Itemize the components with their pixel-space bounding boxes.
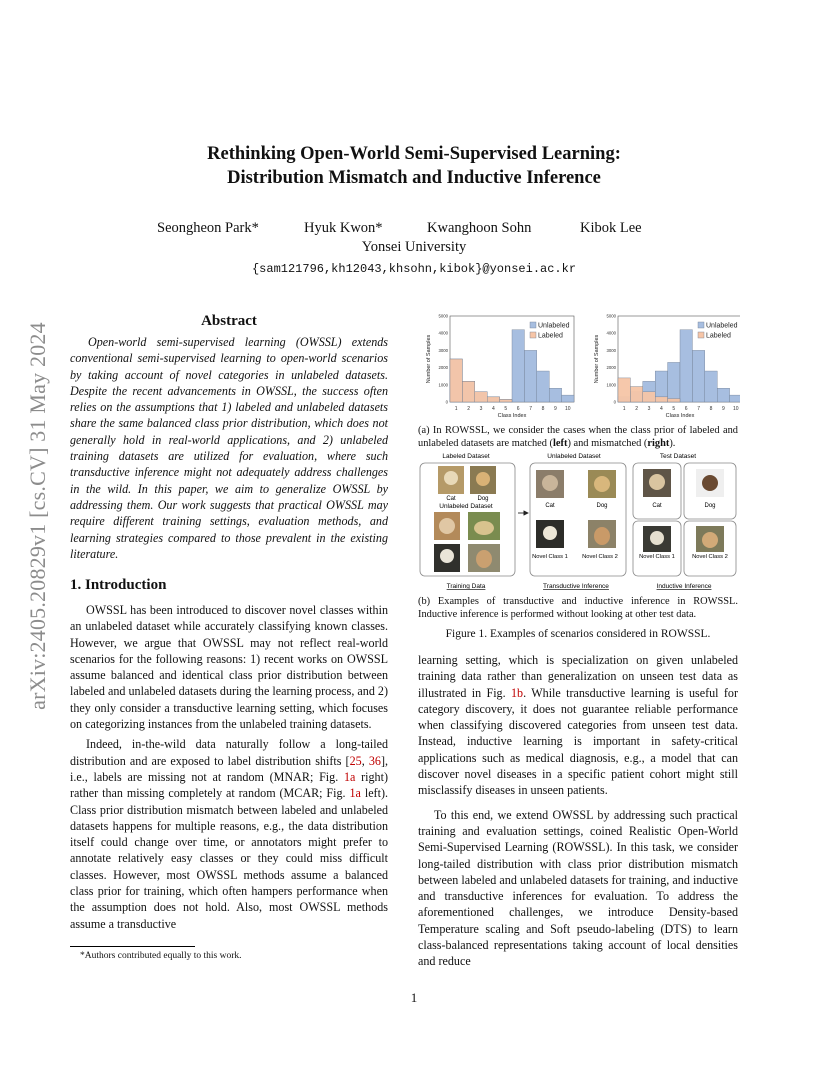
arxiv-stamp: arXiv:2405.20829v1 [cs.CV] 31 May 2024 [25, 322, 50, 710]
bar-unlabeled [512, 330, 524, 402]
legend-label: Unlabeled [706, 322, 738, 330]
text-run: left [553, 438, 568, 449]
x-tick-label: 1 [454, 406, 458, 412]
figure-1a-charts [418, 308, 740, 420]
text-run: ) and mismatched ( [567, 438, 648, 449]
bar-unlabeled [524, 350, 536, 402]
legend-swatch [530, 332, 536, 338]
x-tick-label: 9 [554, 406, 557, 412]
text-run: (a) In ROWSSL, we consider the cases when the class prior of labeled and unlabeled datasets are matched ( [418, 425, 738, 449]
citation-link[interactable]: 25 [349, 753, 362, 768]
left-column [70, 602, 388, 936]
text-run: ], i.e., labels are missing not at random (MNAR; Fig. [70, 753, 388, 784]
text-run: Indeed, in-the-wild data naturally follow a long-tailed distribution and are exposed to label distribution shifts [ [70, 737, 388, 768]
paper-title-line1: Rethinking Open-World Semi-Supervised Learning: [207, 144, 621, 164]
x-tick-label: 5 [504, 406, 508, 412]
x-tick-label: 8 [541, 406, 545, 412]
chart-left [426, 314, 574, 420]
text-run: right [647, 438, 670, 449]
affiliation: Yonsei University [361, 239, 467, 255]
bar-unlabeled [668, 362, 680, 402]
x-tick-label: 8 [709, 406, 713, 412]
y-axis-label: Number of Samples [426, 334, 432, 384]
label-labeled-dataset: Labeled Dataset [442, 453, 490, 460]
text-run: left). Class prior distribution mismatch between labeled and unlabeled datasets happens for multiple reasons, e.g., the data distribution itself could change over time, or annotators might prefer to annotate relatively easy classes or they could miss difficult classes. However, most OWSSL methods assume a balanced class prior for training, which often hampers performance when the assumption does not hold. Also, most OWSSL methods assume a transductive [70, 786, 388, 931]
y-tick-label: 0 [613, 399, 616, 405]
abstract-text: Open-world semi-supervised learning (OWSSL) extends conventional semi-supervised learning to open-world scenarios by taking account of novel categories in unlabeled datasets. Despite the recent advancements in OWSSL, the success often relies on the assumptions that 1) labeled and unlabeled datasets share the same balanced class prior distribution, which does not generally hold in real-world applications, and 2) unlabeled training datasets are utilized for evaluation, where such transductive inference might not adequately address challenges in the wild. In this paper, we aim to generalize OWSSL by addressing them. Our work suggests that practical OWSSL may require different training settings, evaluation methods, and learning strategies compared to those prevalent in the existing literature. [70, 335, 388, 561]
legend-label: Labeled [706, 332, 731, 340]
legend-swatch [698, 322, 704, 328]
legend-swatch [698, 332, 704, 338]
bar-labeled [500, 399, 512, 402]
author-emails: {sam121796,kh12043,khsohn,kibok}@yonsei.ac.kr [251, 262, 577, 276]
y-tick-label: 0 [445, 399, 448, 405]
intro-heading: 1. Introduction [70, 577, 167, 593]
figure-1b-diagram [418, 450, 740, 592]
label-dog: Dog [596, 503, 608, 509]
right-paragraph-1 [418, 652, 738, 799]
chart-right [594, 314, 740, 420]
author-4: Kibok Lee [580, 220, 642, 236]
x-tick-label: 9 [722, 406, 725, 412]
label-dog: Dog [477, 496, 489, 502]
label-unlabeled-dataset-top: Unlabeled Dataset [547, 453, 601, 460]
bar-unlabeled [692, 350, 704, 402]
y-tick-label: 3000 [438, 347, 448, 353]
figure-link[interactable]: 1a [343, 769, 356, 784]
y-tick-label: 3000 [606, 347, 616, 353]
label-dog: Dog [704, 503, 716, 509]
x-tick-label: 10 [733, 406, 739, 412]
abstract-heading: Abstract [201, 313, 257, 329]
page-number: 1 [410, 990, 418, 1005]
figure-caption: Figure 1. Examples of scenarios considered in ROWSSL. [445, 628, 711, 640]
x-axis-label: Class Index [497, 413, 527, 419]
right-paragraph-2: To this end, we extend OWSSL by addressing such practical training and evaluation settings, coined Realistic Open-World Semi-Supervised Learning (ROWSSL). In this task, we consider long-tailed distribution with class prior distribution mismatch between labeled and unlabeled datasets for training, and inductive and transductive inferences for evaluation. To address the aforementioned challenges, we introduce Density-based Temperature scaling and Soft pseudo-labeling (DTS) to learn class-balanced representations taking account of local densities and reduce [418, 807, 738, 969]
x-tick-label: 2 [467, 406, 470, 412]
text-run: right) rather than missing completely at random (MCAR; Fig. [70, 769, 388, 801]
label-novel-class-2: Novel Class 2 [692, 554, 728, 560]
citation-link[interactable]: 36 [368, 753, 381, 768]
legend-label: Labeled [538, 332, 563, 340]
x-tick-label: 3 [647, 406, 651, 412]
author-3: Kwanghoon Sohn [427, 220, 532, 236]
bar-labeled [618, 378, 630, 402]
bar-labeled [630, 387, 642, 402]
label-inductive-inference: Inductive Inference [656, 583, 712, 590]
label-training-data: Training Data [446, 583, 486, 590]
bar-labeled [450, 359, 462, 402]
x-tick-label: 5 [672, 406, 676, 412]
bar-unlabeled [717, 388, 729, 402]
figure-link[interactable]: 1b [510, 685, 524, 700]
bar-labeled [462, 381, 474, 402]
bar-unlabeled [730, 395, 740, 402]
y-tick-label: 5000 [606, 313, 616, 319]
y-axis-label: Number of Samples [594, 334, 600, 384]
x-axis-label: Class Index [665, 413, 695, 419]
caption-1a [418, 424, 738, 450]
x-tick-label: 6 [684, 406, 688, 412]
x-tick-label: 2 [635, 406, 638, 412]
label-cat: Cat [446, 496, 456, 502]
bar-labeled [487, 397, 499, 402]
bar-labeled [668, 399, 680, 402]
y-tick-label: 4000 [438, 330, 448, 336]
y-tick-label: 1000 [606, 382, 616, 388]
legend-label: Unlabeled [538, 322, 570, 330]
bar-unlabeled [562, 395, 574, 402]
footnote: *Authors contributed equally to this work. [80, 951, 242, 961]
figure-link[interactable]: 1a [349, 786, 361, 801]
text-run: learning setting, which is specialization on given unlabeled training data rather than generalization on unseen test data as illustrated in Fig. [418, 653, 738, 700]
bar-labeled [643, 392, 655, 402]
bar-labeled [655, 397, 667, 402]
text-run: . While transductive learning is useful for category discovery, it does not guarantee reliable performance when classifying discovered categories from unseen test data. Instead, inductive learning is important in safety-critical applications such as medical diagnosis, e.g., a model that can discover novel diseases in a specific patient cohort might still misclassify diseases in unseen patients. [418, 685, 738, 798]
y-tick-label: 4000 [606, 330, 616, 336]
intro-paragraph-2: Indeed, in-the-wild data naturally follow a long-tailed distribution and are exposed to label distribution shifts [25, 36], i.e., labels are missing not at random (MNAR; Fig. 1a right) rather than missing completely at random (MCAR; Fig. 1a left). Class prior distribution mismatch between labeled and unlabeled datasets happens for multiple reasons, e.g., the data distribution itself could change over time, or annotators might prefer to annotate relatively easy classes or they could miss difficult classes. However, most OWSSL methods assume a balanced class prior for training, which often hampers performance when the assumption does not hold. Also, most OWSSL methods assume a transductive [70, 737, 388, 931]
label-transductive-inference: Transductive Inference [543, 583, 609, 590]
caption-1b: (b) Examples of transductive and inductive inference in ROWSSL. Inductive inference is performed without looking at other test data. [418, 596, 738, 620]
bar-labeled [475, 392, 487, 402]
right-column [418, 652, 738, 974]
label-test-dataset: Test Dataset [659, 453, 697, 460]
intro-paragraph-1: OWSSL has been introduced to discover novel classes within an unlabeled dataset while accurately classifying known classes. However, we argue that OWSSL may not reflect real-world scenarios for the following reasons: 1) recent works on OWSSL assume balanced and identical class prior distribution between labeled and unlabeled datasets during the learning process, and 2) they only consider a transductive learning setting, which focuses on categorizing instances from the unlabeled training datasets. [70, 603, 388, 732]
x-tick-label: 7 [529, 406, 532, 412]
x-tick-label: 1 [622, 406, 626, 412]
x-tick-label: 3 [479, 406, 483, 412]
x-tick-label: 4 [492, 406, 495, 412]
bar-unlabeled [705, 371, 717, 402]
label-cat: Cat [545, 503, 555, 509]
bar-unlabeled [537, 371, 549, 402]
label-novel-class-2: Novel Class 2 [582, 554, 618, 560]
label-cat: Cat [652, 503, 662, 509]
label-unlabeled-dataset-left: Unlabeled Dataset [439, 503, 493, 510]
y-tick-label: 5000 [438, 313, 448, 319]
bar-unlabeled [549, 388, 561, 402]
author-1: Seongheon Park* [157, 220, 259, 236]
label-novel-class-1: Novel Class 1 [639, 554, 675, 560]
paper-title-line2: Distribution Mismatch and Inductive Inference [227, 168, 601, 188]
label-novel-class-1: Novel Class 1 [532, 554, 568, 560]
y-tick-label: 1000 [438, 382, 448, 388]
footnote-rule [70, 946, 195, 947]
y-tick-label: 2000 [606, 365, 616, 371]
x-tick-label: 10 [565, 406, 571, 412]
x-tick-label: 7 [697, 406, 700, 412]
text-run: ). [669, 438, 676, 449]
bar-unlabeled [680, 330, 692, 402]
legend-swatch [530, 322, 536, 328]
y-tick-label: 2000 [438, 365, 448, 371]
author-2: Hyuk Kwon* [304, 220, 383, 236]
abstract-body [70, 334, 388, 562]
x-tick-label: 4 [660, 406, 663, 412]
x-tick-label: 6 [516, 406, 520, 412]
